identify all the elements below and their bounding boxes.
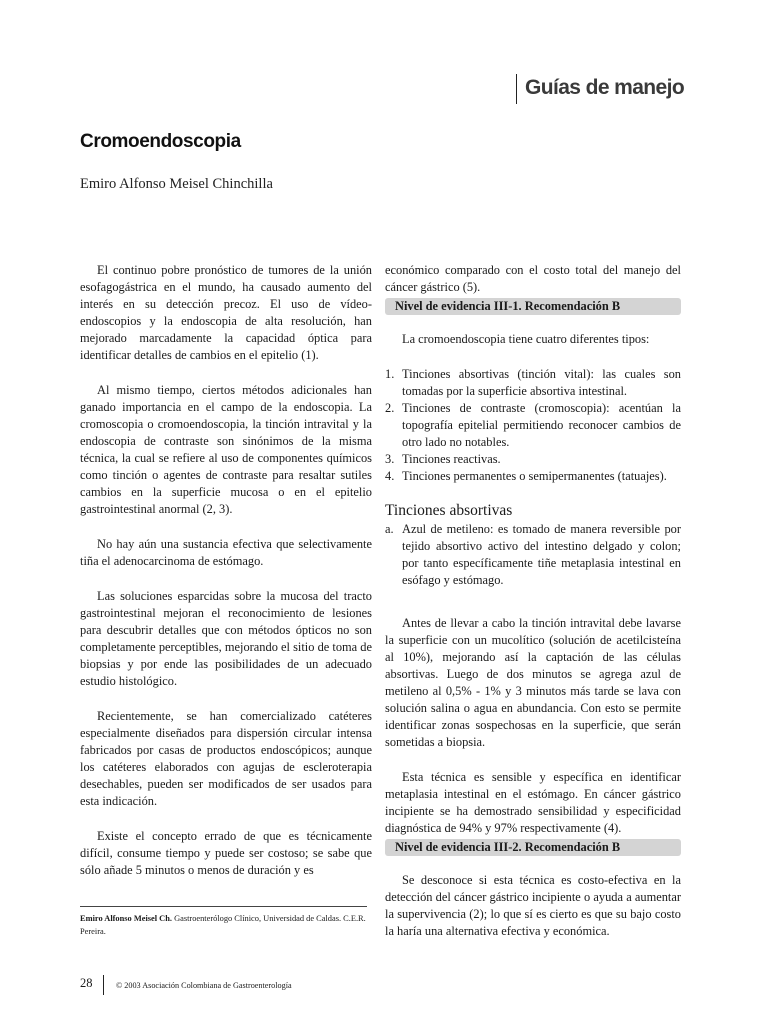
subheading: Tinciones absortivas	[385, 502, 513, 519]
body-paragraph: Las soluciones esparcidas sobre la mucosa del tracto gastrointestinal mejoran el reconocimiento de lesiones para descubrir detalles que con métodos ópticos no son completamente perceptibles, mejorando el sitio de toma de biopsias y por ende las posibilidades de un adecuado estudio histológico.	[80, 589, 372, 688]
footnote	[80, 912, 372, 938]
footnote-text: Gastroenterólogo Clínico, Universidad de Caldas. C.E.R. Pereira.	[80, 914, 366, 936]
lettered-list	[385, 521, 681, 589]
list-item-text: Azul de metileno: es tomado de manera reversible por tejido absortivo activo del intestino delgado y colon; por tanto específicamente tiñe metaplasia intestinal en esófago y estómago.	[402, 522, 681, 587]
footer-divider	[103, 975, 104, 995]
types-list	[385, 366, 681, 485]
body-paragraph: No hay aún una sustancia efectiva que selectivamente tiña el adenocarcinoma de estómago.	[80, 537, 372, 568]
list-number: 4.	[385, 469, 395, 483]
left-column	[80, 262, 372, 897]
evidence-box: Nivel de evidencia III-2. Recomendación B	[385, 839, 681, 856]
list-item	[385, 468, 681, 485]
list-item-text: Tinciones permanentes o semipermanentes (tatuajes).	[402, 469, 667, 483]
body-paragraph: Se desconoce si esta técnica es costo-efectiva en la detección del cáncer gástrico incipiente o ayuda a aumentar la supervivencia (2); lo que sí es cierto es que su bajo costo la haría una alternativa efectiva y económica.	[385, 873, 681, 938]
types-intro: La cromoendoscopia tiene cuatro diferentes tipos:	[402, 332, 650, 346]
continuation-paragraph: económico comparado con el costo total del manejo del cáncer gástrico (5).	[385, 263, 681, 294]
evidence-box: Nivel de evidencia III-1. Recomendación B	[385, 298, 681, 315]
body-paragraph: Esta técnica es sensible y específica en identificar metaplasia intestinal en el estómago. En cáncer gástrico incipiente se ha demostrado sensibilidad y especificidad diagnóstica de 94% y 97% respectivamente (4).	[385, 770, 681, 835]
list-item	[385, 451, 681, 468]
section-header	[516, 74, 687, 104]
body-paragraph: Al mismo tiempo, ciertos métodos adicionales han ganado importancia en el campo de la endoscopia. La cromoscopia o cromoendoscopia, la tinción intravital y la endoscopia de contraste son sinónimos de la misma técnica, la cual se refiere al uso de componentes químicos como tinción o agentes de contraste para resaltar sutiles cambios en la superficie mucosa o en el epitelio gastrointestinal anormal (2, 3).	[80, 383, 372, 516]
article-title: Cromoendoscopia	[80, 131, 241, 152]
list-item-text: Tinciones reactivas.	[402, 452, 501, 466]
list-number: 2.	[385, 401, 395, 415]
body-paragraph: Recientemente, se han comercializado catéteres especialmente diseñados para dispersión circular intensa fabricados por casas de productos endoscópicos; aunque los catéteres elaborados con agujas de escleroterapia desechables, pueden ser modificados de ser usados para esta indicación.	[80, 709, 372, 808]
list-letter: a.	[385, 522, 394, 536]
page-number: 28	[80, 976, 93, 990]
list-item	[385, 521, 681, 589]
list-item-text: Tinciones de contraste (cromoscopia): acentúan la topografía epitelial permitiendo reconocer cambios de otro lado no notables.	[402, 401, 681, 449]
right-column	[385, 262, 681, 958]
list-item	[385, 400, 681, 451]
body-paragraph: El continuo pobre pronóstico de tumores de la unión esofagogástrica en el mundo, ha causado aumento del interés en su detección precoz. El uso de vídeo-endoscopios y la endoscopia de alta resolución, han mejorado marcadamente la capacidad óptica para identificar detalles de cambios en el epitelio (1).	[80, 263, 372, 362]
list-number: 1.	[385, 367, 395, 381]
article-author: Emiro Alfonso Meisel Chinchilla	[80, 176, 273, 192]
body-paragraph: Antes de llevar a cabo la tinción intravital debe lavarse la superficie con un mucolítico (solución de acetilcisteína al 10%), mejorando así la captación de las células absortivas. Luego de dos minutos se agrega azul de metileno al 0,5% - 1% y 3 minutos más tarde se lava con solución salina o agua en abundancia. Con esto se permite identificar zonas sospechosas en la superficie, que serán sometidas a biopsia.	[385, 616, 681, 749]
copyright-notice: © 2003 Asociación Colombiana de Gastroenterología	[116, 981, 292, 990]
body-paragraph: Existe el concepto errado de que es técnicamente difícil, consume tiempo y puede ser costoso; se sabe que sólo añade 5 minutos o menos de duración y es	[80, 829, 372, 877]
footnote-author: Emiro Alfonso Meisel Ch.	[80, 914, 172, 923]
list-item	[385, 366, 681, 400]
list-item-text: Tinciones absortivas (tinción vital): las cuales son tomadas por la superficie absortiva intestinal.	[402, 367, 681, 398]
list-number: 3.	[385, 452, 395, 466]
footnote-divider	[80, 906, 367, 907]
section-label: Guías de manejo	[525, 76, 685, 99]
